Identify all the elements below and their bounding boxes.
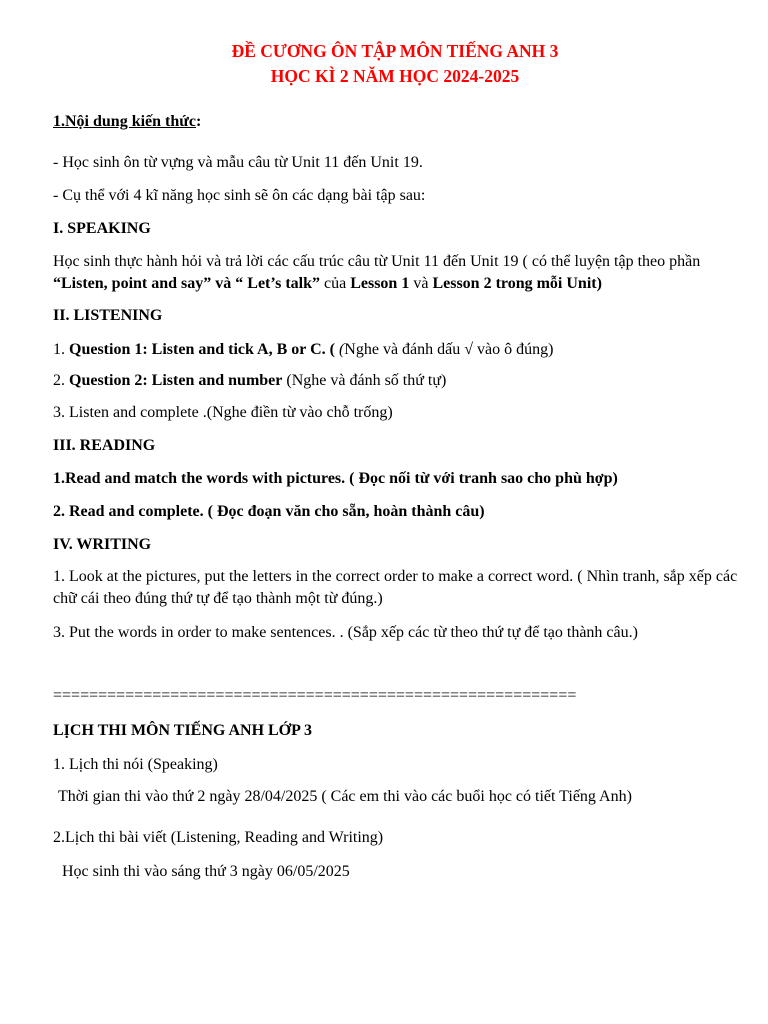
listening-q1-bold: Question 1: Listen and tick A, B or C. (: [69, 341, 339, 358]
section-divider: ==========================================================: [53, 687, 577, 704]
speaking-paragraph: [53, 251, 743, 295]
speaking-heading: I. SPEAKING: [53, 220, 151, 237]
schedule-heading: LỊCH THI MÔN TIẾNG ANH LỚP 3: [53, 722, 313, 739]
document-title-line1: ĐỀ CƯƠNG ÔN TẬP MÔN TIẾNG ANH 3: [231, 41, 559, 61]
document-title-line2: HỌC KÌ 2 NĂM HỌC 2024-2025: [270, 66, 520, 86]
reading-heading: III. READING: [53, 437, 156, 454]
speaking-text-3: và: [409, 275, 433, 292]
section1-line1: - Học sinh ôn từ vựng và mẫu câu từ Unit 11 đến Unit 19.: [53, 154, 423, 171]
schedule-speaking-time: Thời gian thi vào thứ 2 ngày 28/04/2025 ( Các em thi vào các buổi học có tiết Tiếng Anh): [58, 788, 632, 805]
schedule-speaking-title: 1. Lịch thi nói (Speaking): [53, 756, 218, 773]
schedule-written-time: Học sinh thi vào sáng thứ 3 ngày 06/05/2025: [62, 863, 350, 880]
writing-question-3: 3. Put the words in order to make sentences. . (Sắp xếp các từ theo thứ tự để tạo thành câu.): [53, 624, 638, 641]
listening-q1-number: 1.: [53, 341, 69, 358]
section1-line2: - Cụ thể với 4 kĩ năng học sinh sẽ ôn các dạng bài tập sau:: [53, 187, 426, 204]
writing-heading: IV. WRITING: [53, 536, 152, 553]
listening-question-1: [53, 339, 733, 361]
speaking-text-2: của: [320, 275, 351, 292]
speaking-bold-1: “Listen, point and say” và “ Let’s talk”: [53, 275, 320, 292]
listening-q1-text: Nghe và đánh dấu √ vào ô đúng): [344, 341, 554, 358]
speaking-bold-3: Lesson 2 trong mỗi Unit): [432, 275, 602, 292]
listening-heading: II. LISTENING: [53, 307, 163, 324]
writing-question-1: 1. Look at the pictures, put the letters in the correct order to make a correct word. ( Nhìn tranh, sắp xếp các chữ cái theo đúng thứ tự để tạo thành một từ đúng.): [53, 568, 738, 607]
section1-heading-colon: :: [195, 113, 202, 130]
listening-q2-number: 2.: [53, 372, 69, 389]
listening-question-2: [53, 370, 733, 392]
speaking-text-1: Học sinh thực hành hỏi và trả lời các cấu trúc câu từ Unit 11 đến Unit 19 ( có thể luyện tập theo phần: [53, 253, 701, 270]
listening-q1-italic: (: [338, 341, 345, 358]
schedule-written-title: 2.Lịch thi bài viết (Listening, Reading and Writing): [53, 829, 384, 846]
listening-q2-bold: Question 2: Listen and number: [69, 372, 283, 389]
reading-question-2: 2. Read and complete. ( Đọc đoạn văn cho sẵn, hoàn thành câu): [53, 503, 485, 520]
reading-question-1: 1.Read and match the words with pictures. ( Đọc nối từ với tranh sao cho phù hợp): [53, 470, 618, 487]
speaking-bold-2: Lesson 1: [350, 275, 410, 292]
listening-question-3: 3. Listen and complete .(Nghe điền từ vào chỗ trống): [53, 404, 393, 421]
section1-heading-text: 1.Nội dung kiến thức: [53, 113, 196, 130]
listening-q2-text: (Nghe và đánh số thứ tự): [282, 372, 447, 389]
section1-heading: [53, 111, 733, 133]
